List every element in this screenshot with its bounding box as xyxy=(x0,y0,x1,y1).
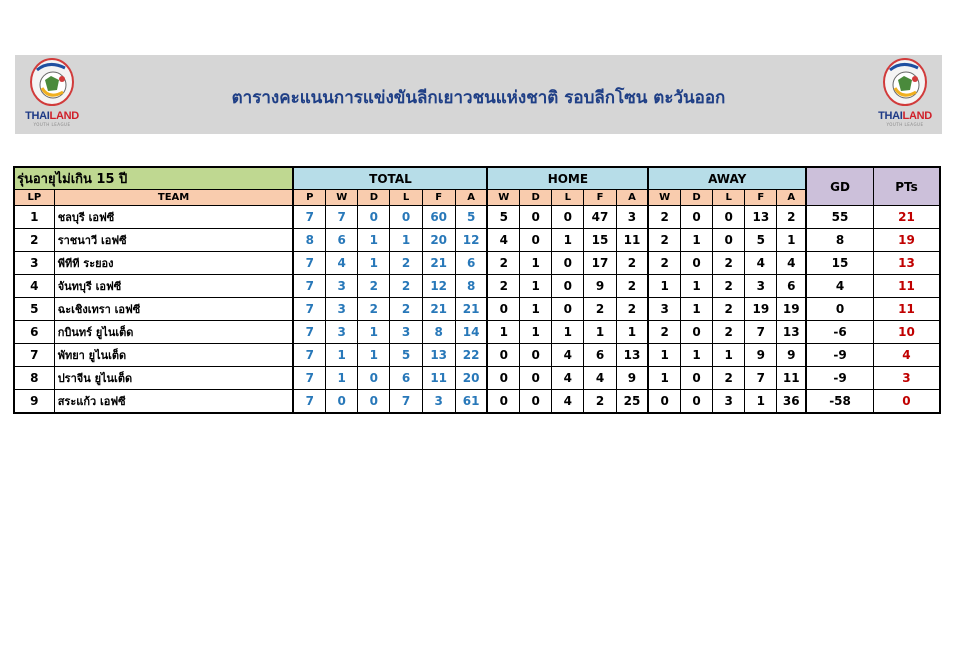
cell-af: 13 xyxy=(745,206,777,229)
cell-pts: 21 xyxy=(873,206,940,229)
group-total-header: TOTAL xyxy=(293,167,487,190)
cell-l: 3 xyxy=(390,321,422,344)
cell-p: 7 xyxy=(293,298,325,321)
cell-hf: 17 xyxy=(584,252,616,275)
col-header: L xyxy=(390,190,422,206)
cell-af: 4 xyxy=(745,252,777,275)
cell-f: 21 xyxy=(422,298,455,321)
cell-aw: 1 xyxy=(648,367,680,390)
col-header: F xyxy=(584,190,616,206)
cell-l: 7 xyxy=(390,390,422,414)
cell-w: 3 xyxy=(326,275,358,298)
cell-ad: 1 xyxy=(680,229,712,252)
cell-aw: 2 xyxy=(648,206,680,229)
cell-hw: 2 xyxy=(487,252,519,275)
cell-hw: 2 xyxy=(487,275,519,298)
pts-header: PTs xyxy=(873,167,940,206)
cell-al: 0 xyxy=(713,206,745,229)
group-away-header: AWAY xyxy=(648,167,806,190)
cell-lp: 5 xyxy=(14,298,54,321)
cell-l: 2 xyxy=(390,298,422,321)
cell-hd: 0 xyxy=(520,229,552,252)
cell-ad: 0 xyxy=(680,321,712,344)
cell-l: 2 xyxy=(390,275,422,298)
cell-w: 1 xyxy=(326,367,358,390)
col-header: P xyxy=(293,190,325,206)
cell-team: สระแก้ว เอฟซี xyxy=(54,390,293,414)
logo-wordmark: THAILAND xyxy=(878,110,932,122)
logo-subtitle: YOUTH LEAGUE xyxy=(886,122,924,127)
cell-p: 7 xyxy=(293,390,325,414)
cell-pts: 3 xyxy=(873,367,940,390)
cell-a: 6 xyxy=(455,252,487,275)
cell-ad: 0 xyxy=(680,206,712,229)
cell-aa: 9 xyxy=(777,344,806,367)
cell-ad: 1 xyxy=(680,344,712,367)
table-row xyxy=(14,367,940,390)
cell-hl: 0 xyxy=(552,206,584,229)
cell-ha: 11 xyxy=(616,229,648,252)
cell-al: 3 xyxy=(713,390,745,414)
cell-gd: 4 xyxy=(806,275,873,298)
cell-f: 8 xyxy=(422,321,455,344)
cell-hw: 4 xyxy=(487,229,519,252)
cell-aa: 6 xyxy=(777,275,806,298)
group-header-row xyxy=(14,167,940,190)
column-header-row xyxy=(14,190,940,206)
cell-hd: 0 xyxy=(520,344,552,367)
col-lp-header: LP xyxy=(14,190,54,206)
col-header: A xyxy=(616,190,648,206)
cell-gd: 15 xyxy=(806,252,873,275)
cell-d: 1 xyxy=(358,344,390,367)
cell-af: 3 xyxy=(745,275,777,298)
logo-wordmark: THAILAND xyxy=(25,110,79,122)
cell-a: 20 xyxy=(455,367,487,390)
cell-ha: 2 xyxy=(616,298,648,321)
cell-aa: 36 xyxy=(777,390,806,414)
cell-team: พีทีที ระยอง xyxy=(54,252,293,275)
table-row xyxy=(14,252,940,275)
cell-team: ชลบุรี เอฟซี xyxy=(54,206,293,229)
cell-team: ปราจีน ยูไนเต็ด xyxy=(54,367,293,390)
cell-ha: 1 xyxy=(616,321,648,344)
cell-hf: 47 xyxy=(584,206,616,229)
cell-ad: 0 xyxy=(680,367,712,390)
cell-hw: 0 xyxy=(487,298,519,321)
cell-l: 5 xyxy=(390,344,422,367)
table-row xyxy=(14,321,940,344)
col-header: W xyxy=(648,190,680,206)
cell-d: 1 xyxy=(358,321,390,344)
cell-pts: 11 xyxy=(873,275,940,298)
age-group-label: รุ่นอายุไม่เกิน 15 ปี xyxy=(14,167,293,190)
cell-f: 21 xyxy=(422,252,455,275)
cell-team: ราชนาวี เอฟซี xyxy=(54,229,293,252)
cell-p: 8 xyxy=(293,229,325,252)
cell-al: 2 xyxy=(713,367,745,390)
cell-pts: 11 xyxy=(873,298,940,321)
standings-table xyxy=(13,166,941,414)
cell-gd: -9 xyxy=(806,367,873,390)
cell-d: 0 xyxy=(358,390,390,414)
header-banner xyxy=(15,55,942,134)
cell-gd: 8 xyxy=(806,229,873,252)
cell-aw: 1 xyxy=(648,344,680,367)
col-header: W xyxy=(326,190,358,206)
col-header: D xyxy=(520,190,552,206)
cell-af: 7 xyxy=(745,367,777,390)
cell-ha: 2 xyxy=(616,275,648,298)
cell-lp: 7 xyxy=(14,344,54,367)
cell-hf: 6 xyxy=(584,344,616,367)
cell-p: 7 xyxy=(293,275,325,298)
cell-aw: 2 xyxy=(648,229,680,252)
cell-al: 0 xyxy=(713,229,745,252)
cell-d: 2 xyxy=(358,275,390,298)
cell-w: 3 xyxy=(326,321,358,344)
cell-hf: 1 xyxy=(584,321,616,344)
cell-aa: 1 xyxy=(777,229,806,252)
cell-hw: 0 xyxy=(487,390,519,414)
cell-a: 22 xyxy=(455,344,487,367)
cell-a: 61 xyxy=(455,390,487,414)
cell-hf: 2 xyxy=(584,298,616,321)
cell-aa: 4 xyxy=(777,252,806,275)
cell-d: 2 xyxy=(358,298,390,321)
cell-pts: 10 xyxy=(873,321,940,344)
cell-hf: 15 xyxy=(584,229,616,252)
cell-af: 19 xyxy=(745,298,777,321)
cell-d: 1 xyxy=(358,252,390,275)
cell-p: 7 xyxy=(293,252,325,275)
table-row xyxy=(14,229,940,252)
cell-hw: 0 xyxy=(487,344,519,367)
cell-pts: 19 xyxy=(873,229,940,252)
col-header: D xyxy=(680,190,712,206)
cell-al: 2 xyxy=(713,252,745,275)
cell-hd: 1 xyxy=(520,275,552,298)
cell-gd: -58 xyxy=(806,390,873,414)
cell-aa: 13 xyxy=(777,321,806,344)
cell-p: 7 xyxy=(293,321,325,344)
cell-l: 1 xyxy=(390,229,422,252)
cell-pts: 4 xyxy=(873,344,940,367)
col-header: F xyxy=(745,190,777,206)
cell-lp: 6 xyxy=(14,321,54,344)
cell-hl: 0 xyxy=(552,252,584,275)
cell-hd: 1 xyxy=(520,252,552,275)
cell-f: 3 xyxy=(422,390,455,414)
cell-lp: 4 xyxy=(14,275,54,298)
football-logo-icon xyxy=(882,58,928,110)
cell-ha: 25 xyxy=(616,390,648,414)
cell-hd: 0 xyxy=(520,206,552,229)
cell-l: 6 xyxy=(390,367,422,390)
col-header: L xyxy=(713,190,745,206)
cell-a: 5 xyxy=(455,206,487,229)
table-row xyxy=(14,390,940,414)
cell-p: 7 xyxy=(293,344,325,367)
cell-l: 2 xyxy=(390,252,422,275)
col-header: F xyxy=(422,190,455,206)
cell-hl: 4 xyxy=(552,367,584,390)
cell-lp: 3 xyxy=(14,252,54,275)
cell-ha: 3 xyxy=(616,206,648,229)
col-header: D xyxy=(358,190,390,206)
table-row xyxy=(14,298,940,321)
cell-hw: 1 xyxy=(487,321,519,344)
page-title: ตารางคะแนนการแข่งขันลีกเยาวชนแห่งชาติ รอบลีกโซน ตะวันออก xyxy=(231,88,726,108)
cell-ha: 13 xyxy=(616,344,648,367)
cell-aw: 0 xyxy=(648,390,680,414)
col-header: A xyxy=(455,190,487,206)
cell-f: 20 xyxy=(422,229,455,252)
cell-af: 9 xyxy=(745,344,777,367)
cell-w: 3 xyxy=(326,298,358,321)
cell-hd: 1 xyxy=(520,298,552,321)
cell-hl: 4 xyxy=(552,344,584,367)
gd-header: GD xyxy=(806,167,873,206)
cell-hf: 2 xyxy=(584,390,616,414)
cell-a: 21 xyxy=(455,298,487,321)
cell-d: 0 xyxy=(358,367,390,390)
cell-pts: 13 xyxy=(873,252,940,275)
cell-hf: 4 xyxy=(584,367,616,390)
table-row xyxy=(14,344,940,367)
cell-gd: 0 xyxy=(806,298,873,321)
cell-aw: 2 xyxy=(648,321,680,344)
col-header: W xyxy=(487,190,519,206)
cell-d: 0 xyxy=(358,206,390,229)
cell-hl: 1 xyxy=(552,321,584,344)
cell-team: พัทยา ยูไนเต็ด xyxy=(54,344,293,367)
cell-ha: 2 xyxy=(616,252,648,275)
cell-w: 0 xyxy=(326,390,358,414)
cell-gd: -6 xyxy=(806,321,873,344)
cell-ad: 0 xyxy=(680,252,712,275)
cell-hw: 0 xyxy=(487,367,519,390)
cell-aw: 3 xyxy=(648,298,680,321)
cell-f: 12 xyxy=(422,275,455,298)
cell-f: 11 xyxy=(422,367,455,390)
cell-p: 7 xyxy=(293,206,325,229)
cell-ad: 1 xyxy=(680,275,712,298)
cell-team: กบินทร์ ยูไนเต็ด xyxy=(54,321,293,344)
cell-hw: 5 xyxy=(487,206,519,229)
cell-w: 7 xyxy=(326,206,358,229)
cell-hf: 9 xyxy=(584,275,616,298)
cell-team: จันทบุรี เอฟซี xyxy=(54,275,293,298)
col-header: A xyxy=(777,190,806,206)
cell-af: 1 xyxy=(745,390,777,414)
cell-al: 2 xyxy=(713,321,745,344)
cell-gd: -9 xyxy=(806,344,873,367)
cell-team: ฉะเชิงเทรา เอฟซี xyxy=(54,298,293,321)
cell-d: 1 xyxy=(358,229,390,252)
cell-lp: 9 xyxy=(14,390,54,414)
cell-ha: 9 xyxy=(616,367,648,390)
cell-hl: 1 xyxy=(552,229,584,252)
logo-subtitle: YOUTH LEAGUE xyxy=(33,122,71,127)
cell-hl: 0 xyxy=(552,298,584,321)
cell-af: 7 xyxy=(745,321,777,344)
cell-aw: 2 xyxy=(648,252,680,275)
league-logo-right xyxy=(870,58,940,130)
cell-w: 1 xyxy=(326,344,358,367)
cell-aw: 1 xyxy=(648,275,680,298)
cell-lp: 1 xyxy=(14,206,54,229)
cell-hd: 0 xyxy=(520,367,552,390)
cell-hl: 0 xyxy=(552,275,584,298)
cell-l: 0 xyxy=(390,206,422,229)
cell-w: 6 xyxy=(326,229,358,252)
cell-a: 8 xyxy=(455,275,487,298)
cell-w: 4 xyxy=(326,252,358,275)
cell-lp: 8 xyxy=(14,367,54,390)
cell-gd: 55 xyxy=(806,206,873,229)
cell-aa: 2 xyxy=(777,206,806,229)
standings-body xyxy=(14,206,940,414)
table-row xyxy=(14,275,940,298)
cell-f: 13 xyxy=(422,344,455,367)
cell-ad: 1 xyxy=(680,298,712,321)
cell-af: 5 xyxy=(745,229,777,252)
cell-lp: 2 xyxy=(14,229,54,252)
cell-p: 7 xyxy=(293,367,325,390)
cell-ad: 0 xyxy=(680,390,712,414)
cell-f: 60 xyxy=(422,206,455,229)
cell-aa: 19 xyxy=(777,298,806,321)
cell-al: 2 xyxy=(713,298,745,321)
group-home-header: HOME xyxy=(487,167,648,190)
cell-hd: 0 xyxy=(520,390,552,414)
col-team-header: TEAM xyxy=(54,190,293,206)
cell-al: 1 xyxy=(713,344,745,367)
cell-pts: 0 xyxy=(873,390,940,414)
cell-a: 12 xyxy=(455,229,487,252)
cell-a: 14 xyxy=(455,321,487,344)
cell-hd: 1 xyxy=(520,321,552,344)
table-row xyxy=(14,206,940,229)
col-header: L xyxy=(552,190,584,206)
cell-aa: 11 xyxy=(777,367,806,390)
cell-hl: 4 xyxy=(552,390,584,414)
cell-al: 2 xyxy=(713,275,745,298)
